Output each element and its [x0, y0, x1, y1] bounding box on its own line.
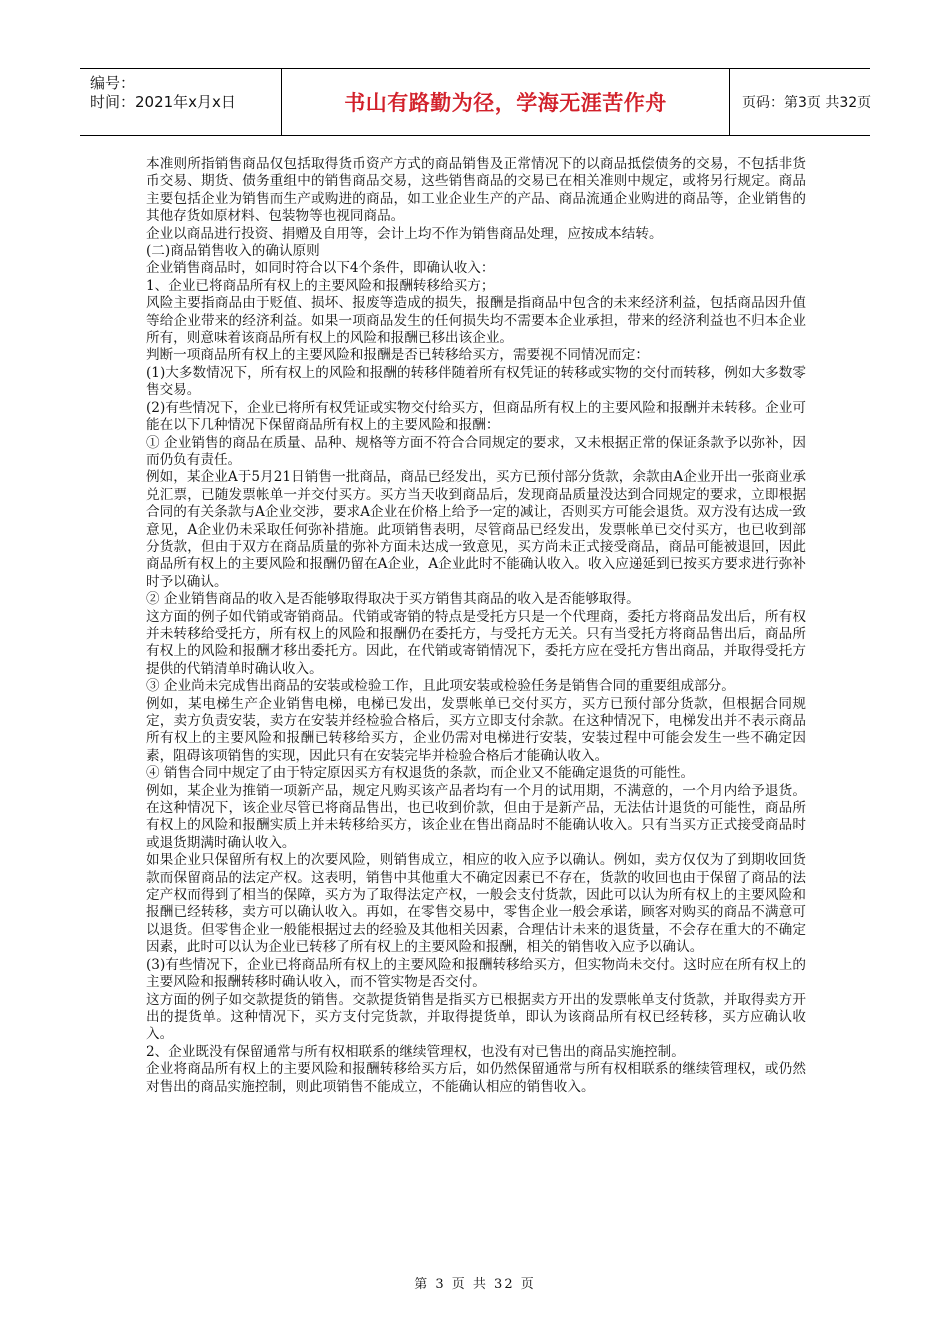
paragraph: 1、企业已将商品所有权上的主要风险和报酬转移给买方；	[146, 277, 495, 294]
paragraph: (2)有些情况下，企业已将所有权凭证或实物交付给买方，但商品所有权上的主要风险和报酬并未转移。企业可能在以下几种情况下保留商品所有权上的主要风险和报酬：	[146, 399, 806, 434]
paragraph: 企业销售商品时，如同时符合以下4个条件，即确认收入：	[146, 260, 495, 277]
paragraph: 例如，某企业A于5月21日销售一批商品，商品已经发出，买方已预付部分货款，余款由A企业开出一张商业承兑汇票，已随发票帐单一并交付买方。买方当天收到商品后，发现商品质量没达到合同规定的要求，立即根据合同的有关条款与A企业交涉，要求A企业在价格上给予一定的减让，否则买方可能会退货。双方没有达成一致意见，A企业仍未采取任何弥补措施。此项销售表明，尽管商品已经发出，发票帐单已交付买方，也已收到部分货款，但由于双方在商品质量的弥补方面未达成一致意见，买方尚未正式接受商品，商品可能被退回，因此商品所有权上的主要风险和报酬仍留在A企业，A企业此时不能确认收入。收入应递延到已按买方要求进行弥补时予以确认。	[146, 469, 806, 590]
paragraph: 如果企业只保留所有权上的次要风险，则销售成立，相应的收入应予以确认。例如，卖方仅仅为了到期收回货款而保留商品的法定产权。这表明，销售中其他重大不确定因素已不存在，货款的收回也由于保留了商品的法定产权而得到了相当的保障，买方为了取得法定产权，一般会支付货款，因此可以认为所有权上的主要风险和报酬已经转移，卖方可以确认收入。再如，在零售交易中，零售企业一般会承诺，顾客对购买的商品不满意可以退货。但零售企业一般能根据过去的经验及其他相关因素，合理估计未来的退货量，不会存在重大的不确定因素，此时可以认为企业已转移了所有权上的主要风险和报酬，相关的销售收入应予以确认。	[146, 852, 806, 956]
document-body	[146, 156, 806, 1096]
paragraph: 这方面的例子如代销或寄销商品。代销或寄销的特点是受托方只是一个代理商，委托方将商品发出后，所有权并未转移给受托方，所有权上的风险和报酬仍在委托方，与受托方无关。只有当受托方将商品售出后，商品所有权上的风险和报酬才移出委托方。因此，在代销或寄销情况下，委托方应在受托方售出商品，并取得受托方提供的代销清单时确认收入。	[146, 608, 806, 677]
document-time-label: 时间：2021年x月x日	[90, 93, 236, 111]
page-header	[80, 68, 870, 136]
paragraph: 2、企业既没有保留通常与所有权相联系的继续管理权，也没有对已售出的商品实施控制。	[146, 1043, 685, 1060]
header-meta	[80, 69, 282, 135]
paragraph: (3)有些情况下，企业已将商品所有权上的主要风险和报酬转移给买方，但实物尚未交付。这时应在所有权上的主要风险和报酬转移时确认收入，而不管实物是否交付。	[146, 956, 806, 991]
paragraph: ③ 企业尚未完成售出商品的安装或检验工作，且此项安装或检验任务是销售合同的重要组成部分。	[146, 678, 735, 695]
paragraph: 判断一项商品所有权上的主要风险和报酬是否已转移给买方，需要视不同情况而定：	[146, 347, 649, 364]
document-number-label: 编号：	[90, 74, 136, 92]
header-page-number: 页码：第3页 共32页	[742, 95, 872, 111]
paragraph: ② 企业销售商品的收入是否能够取得取决于买方销售其商品的收入是否能够取得。	[146, 591, 640, 608]
page-footer: 第 3 页 共 32 页	[414, 1277, 536, 1292]
paragraph: 这方面的例子如交款提货的销售。交款提货销售是指买方已根据卖方开出的发票帐单支付货款，并取得卖方开出的提货单。这种情况下，买方支付完货款，并取得提货单，即认为该商品所有权已经转移，买方应确认收入。	[146, 991, 806, 1043]
header-motto: 书山有路勤为径，学海无涯苦作舟	[282, 69, 730, 135]
paragraph: (1)大多数情况下，所有权上的风险和报酬的转移伴随着所有权凭证的转移或实物的交付而转移，例如大多数零售交易。	[146, 364, 806, 399]
paragraph: 例如，某企业为推销一项新产品，规定凡购买该产品者均有一个月的试用期，不满意的，一个月内给予退货。在这种情况下，该企业尽管已将商品售出，也已收到价款，但由于是新产品，无法估计退货的可能性，商品所有权上的风险和报酬实质上并未转移给买方，该企业在售出商品时不能确认收入。只有当买方正式接受商品时或退货期满时确认收入。	[146, 782, 806, 851]
paragraph: ④ 销售合同中规定了由于特定原因买方有权退货的条款，而企业又不能确定退货的可能性。	[146, 765, 695, 782]
paragraph: 企业将商品所有权上的主要风险和报酬转移给买方后，如仍然保留通常与所有权相联系的继续管理权，或仍然对售出的商品实施控制，则此项销售不能成立，不能确认相应的销售收入。	[146, 1061, 806, 1095]
paragraph: 风险主要指商品由于贬值、损坏、报废等造成的损失，报酬是指商品中包含的未来经济利益，包括商品因升值等给企业带来的经济利益。如果一项商品发生的任何损失均不需要本企业承担，带来的经济利益也不归本企业所有，则意味着该商品所有权上的风险和报酬已移出该企业。	[146, 295, 806, 347]
section-heading: (二)商品销售收入的确认原则	[146, 243, 320, 260]
paragraph: 本准则所指销售商品仅包括取得货币资产方式的商品销售及正常情况下的以商品抵偿债务的交易，不包括非货币交易、期货、债务重组中的销售商品交易，这些销售商品的交易已在相关准则中规定，或将另行规定。商品主要包括企业为销售而生产或购进的商品，如工业企业生产的产品、商品流通企业购进的商品等，企业销售的其他存货如原材料、包装物等也视同商品。	[146, 156, 806, 225]
paragraph: ① 企业销售的商品在质量、品种、规格等方面不符合合同规定的要求，又未根据正常的保证条款予以弥补，因而仍负有责任。	[146, 434, 806, 468]
paragraph: 例如，某电梯生产企业销售电梯，电梯已发出，发票帐单已交付买方，买方已预付部分货款，但根据合同规定，卖方负责安装，卖方在安装并经检验合格后，买方立即支付余款。在这种情况下，电梯发出并不表示商品所有权上的主要风险和报酬已转移给买方，企业仍需对电梯进行安装，安装过程中可能会发生一些不确定因素，阻碍该项销售的实现，因此只有在安装完毕并检验合格后才能确认收入。	[146, 695, 806, 764]
paragraph: 企业以商品进行投资、捐赠及自用等，会计上均不作为销售商品处理，应按成本结转。	[146, 225, 663, 242]
